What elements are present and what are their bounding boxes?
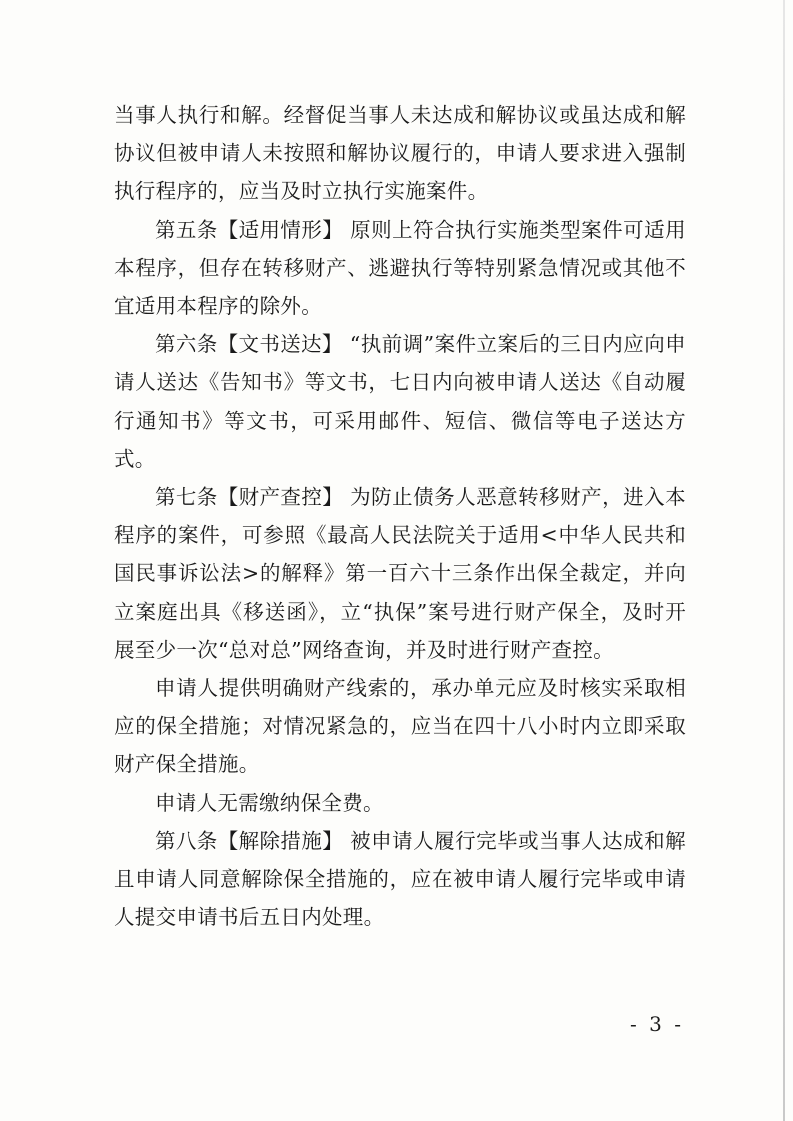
document-body [114, 96, 686, 936]
paragraph-text: 申请人提供明确财产线索的，承办单元应及时核实采取相应的保全措施；对情况紧急的，应当在四十八小时内立即采取财产保全措施。 [114, 676, 686, 777]
paragraph-text: 为防止债务人恶意转移财产，进入本程序的案件，可参照《最高人民法院关于适用<中华人民共和国民事诉讼法>的解释》第一百六十三条作出保全裁定，并向立案庭出具《移送函》，立“执保”案号进行财产保全，及时开展至少一次“总对总”网络查询，并及时进行财产查控。 [114, 485, 686, 662]
paragraph-text: 当事人执行和解。经督促当事人未达成和解协议或虽达成和解协议但被申请人未按照和解协议履行的，申请人要求进入强制执行程序的，应当及时立执行实施案件。 [114, 103, 686, 204]
article-7-paragraph [114, 478, 686, 669]
page-edge-shadow [783, 0, 785, 1121]
page-number: - 3 - [630, 1012, 684, 1036]
property-clue-paragraph [114, 669, 686, 784]
paragraph-text: “执前调”案件立案后的三日内应向申请人送达《告知书》等文书，七日内向被申请人送达《自动履行通知书》等文书，可采用邮件、短信、微信等电子送达方式。 [114, 332, 686, 471]
paragraph-text: 原则上符合执行实施类型案件可适用本程序，但存在转移财产、逃避执行等特别紧急情况或其他不宜适用本程序的除外。 [114, 217, 686, 319]
article-8-paragraph [114, 822, 686, 937]
article-heading: 第七条【财产查控】 [155, 485, 344, 510]
article-heading: 第六条【文书送达】 [155, 332, 343, 357]
paragraph-text: 被申请人履行完毕或当事人达成和解且申请人同意解除保全措施的，应在被申请人履行完毕或申请人提交申请书后五日内处理。 [114, 828, 686, 930]
preservation-fee-paragraph [114, 784, 686, 822]
paragraph-continuation [114, 96, 686, 211]
article-heading: 第八条【解除措施】 [155, 828, 344, 853]
paragraph-text: 申请人无需缴纳保全费。 [155, 790, 384, 815]
article-heading: 第五条【适用情形】 [155, 217, 344, 242]
article-5-paragraph [114, 211, 686, 326]
article-6-paragraph [114, 325, 686, 478]
